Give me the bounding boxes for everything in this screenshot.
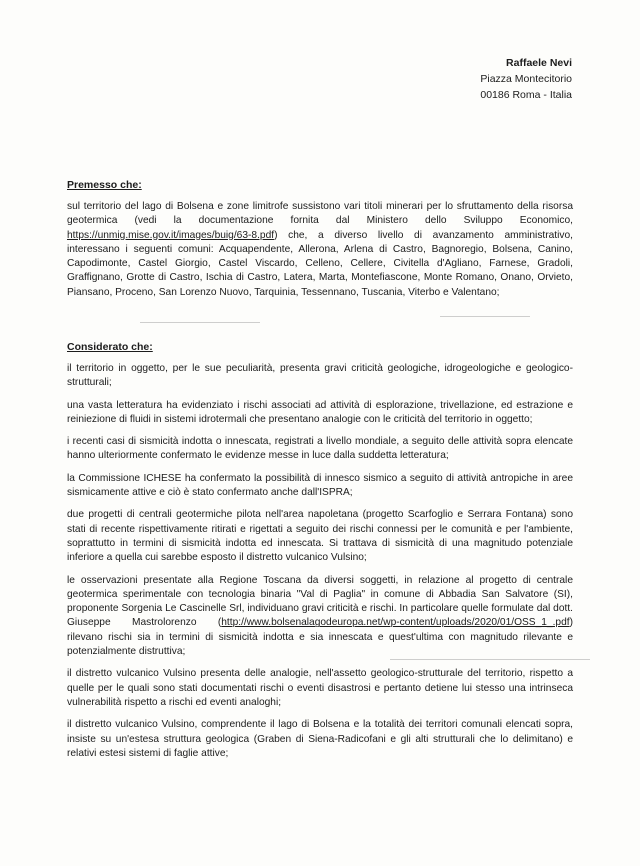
- mise-document-link[interactable]: https://unmig.mise.gov.it/images/buig/63-8.pdf: [67, 229, 275, 241]
- premesso-text-start: sul territorio del lago di Bolsena e zone limitrofe sussistono vari titoli minerari per lo sfruttamento della risorsa geotermica (vedi la documentazione fornita dal Ministero dello Sviluppo Economico,: [67, 201, 573, 227]
- sender-name: Raffaele Nevi: [506, 57, 572, 69]
- considerato-paragraph-7: il distretto vulcanico Vulsino presenta delle analogie, nell'assetto geologico-strutturale del territorio, rispetto a quelle per le quali sono stati documentati rischi o eventi disastrosi e pertanto detiene lui stesso una intrinseca vulnerabilità rispetto a rischi ed eventi analoghi;: [67, 668, 573, 708]
- considerato-paragraph-8: il distretto vulcanico Vulsino, comprendente il lago di Bolsena e la totalità dei territori comunali elencati sopra, insiste su un'estesa struttura geologica (Graben di Siena-Radicofani e gli alti strutturali che lo delimitano) e relativi estesi sistemi di faglie attive;: [67, 719, 573, 759]
- premesso-heading: Premesso che:: [67, 179, 142, 191]
- premesso-text-end: ) che, a diverso livello di avanzamento amministrativo, interessano i seguenti comuni: Acquapendente, Allerona, Arlena di Castro, Bagnoregio, Bolsena, Canino, Capodimonte, Castel Giorgio, Castel Viscardo, Celleno, Cellere, Civitella d'Agliano, Farnese, Gradoli, Graffignano, Grotte di Castro, Ischia di Castro, Latera, Marta, Montefiascone, Monte Romano, Onano, Orvieto, Piansano, Proceno, San Lorenzo Nuovo, Tarquinia, Tessennano, Tuscania, Viterbo e Valentano;: [67, 229, 573, 298]
- considerato-paragraph-1: il territorio in oggetto, per le sue peculiarità, presenta gravi criticità geologiche, idrogeologiche e geologico-strutturali;: [67, 363, 573, 389]
- premesso-section: [67, 178, 573, 308]
- sender-address-line2: 00186 Roma - Italia: [480, 89, 572, 101]
- considerato-paragraph-6: [67, 574, 573, 660]
- scan-noise-3: [390, 659, 590, 660]
- scan-noise-1: [140, 322, 260, 323]
- sender-address-line1: Piazza Montecitorio: [480, 73, 572, 85]
- considerato-paragraph-4: la Commissione ICHESE ha confermato la possibilità di innesco sismico a seguito di attività antropiche in aree sismicamente attive e ciò è stato confermato anche dall'ISPRA;: [67, 472, 573, 499]
- considerato-heading: Considerato che:: [67, 341, 153, 353]
- considerato-paragraph-2: una vasta letteratura ha evidenziato i rischi associati ad attività di esplorazione, trivellazione, ed estrazione e reiniezione di fluidi in sistemi idrotermali che presentano analogie con le criticità del territorio in oggetto;: [67, 399, 573, 425]
- scan-noise-2: [440, 316, 530, 317]
- considerato-paragraph-3: i recenti casi di sismicità indotta o innescata, registrati a livello mondiale, a seguito delle attività sopra elencate hanno ulteriormente confermato le evidenze messe in luce dalla suddetta letteratura;: [67, 436, 573, 462]
- considerato-p6-text-end: ) rilevano rischi sia in termini di sismicità indotta e sia innescata e quest'ultima con magnitudo rilevante e potenzialmente distruttiva;: [67, 617, 573, 658]
- bolsena-observations-link[interactable]: http://www.bolsenalagodeuropa.net/wp-content/uploads/2020/01/OSS_1_.pdf: [221, 617, 570, 629]
- considerato-paragraph-5: due progetti di centrali geotermiche pilota nell'area napoletana (progetto Scarfoglio e Serrara Fontana) sono stati di recente rispettivamente ritirati e rigettati a seguito dei rischi connessi per le comunità e per l'ambiente, soprattutto in termini di sismicità indotta ed innescata. Si trattava di sismicità di una magnitudo potenziale inferiore a quella cui sarebbe esposto il distretto vulcanico Vulsino;: [67, 509, 573, 564]
- considerato-p6-text-start: le osservazioni presentate alla Regione Toscana da diversi soggetti, in relazione al progetto di centrale geotermica sperimentale con tecnologia binaria "Val di Paglia" in comune di Abbadia San Salvatore (SI), proponente Sorgenia Le Cascinelle Srl, individuano gravi criticità e rischi. In particolare quelle formulate dal dott. Giuseppe Mastrolorenzo (: [67, 574, 573, 629]
- premesso-paragraph: [67, 200, 573, 300]
- sender-block: [480, 55, 572, 103]
- considerato-section: [67, 340, 573, 769]
